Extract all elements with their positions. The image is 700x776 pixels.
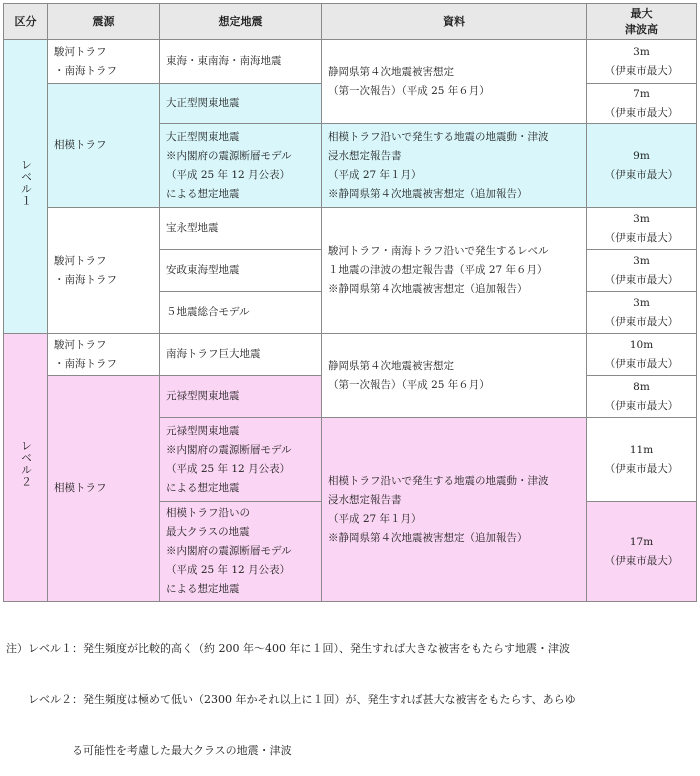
table-row bbox=[4, 208, 697, 250]
level-1-label: レベル１ bbox=[19, 159, 33, 207]
assumed-quake-cell: 元禄型関東地震 ※内閣府の震源断層モデル （平成 25 年 12 月公表） による想定地震 bbox=[160, 418, 322, 502]
source-cell: 相模トラフ bbox=[48, 84, 160, 208]
source-cell: 駿河トラフ ・南海トラフ bbox=[48, 40, 160, 84]
earthquake-table bbox=[3, 3, 697, 602]
tsunami-height-cell: 10m （伊東市最大） bbox=[587, 334, 697, 376]
header-assumed-quake: 想定地震 bbox=[160, 4, 322, 40]
footnotes bbox=[6, 606, 696, 776]
source-cell: 駿河トラフ ・南海トラフ bbox=[48, 334, 160, 376]
tsunami-height-cell: 3m （伊東市最大） bbox=[587, 40, 697, 84]
assumed-quake-cell: 安政東海型地震 bbox=[160, 250, 322, 292]
tsunami-height-cell: 11m （伊東市最大） bbox=[587, 418, 697, 502]
assumed-quake-cell: 大正型関東地震 ※内閣府の震源断層モデル （平成 25 年 12 月公表） による想定地震 bbox=[160, 124, 322, 208]
assumed-quake-cell: 大正型関東地震 bbox=[160, 84, 322, 124]
level-2-cell bbox=[4, 334, 48, 602]
tsunami-height-cell: 17m （伊東市最大） bbox=[587, 502, 697, 602]
footnote-level-2: レベル２：発生頻度は極めて低い（2300 年かそれ以上に１回）が、発生すれば甚大な被害をもたらす、あらゆ bbox=[6, 693, 576, 706]
footnote-level-2-cont: る可能性を考慮した最大クラスの地震・津波 bbox=[6, 744, 292, 757]
level-1-cell bbox=[4, 40, 48, 334]
source-cell: 相模トラフ bbox=[48, 376, 160, 602]
header-reference: 資料 bbox=[322, 4, 587, 40]
tsunami-height-cell: 3m （伊東市最大） bbox=[587, 250, 697, 292]
tsunami-height-cell: 7m （伊東市最大） bbox=[587, 84, 697, 124]
level-2-label: レベル２ bbox=[19, 440, 33, 488]
table-row bbox=[4, 334, 697, 376]
tsunami-height-cell: 3m （伊東市最大） bbox=[587, 292, 697, 334]
reference-cell: 静岡県第４次地震被害想定 （第一次報告）（平成 25 年６月） bbox=[322, 40, 587, 124]
assumed-quake-cell: 元禄型関東地震 bbox=[160, 376, 322, 418]
header-max-tsunami: 最大 津波高 bbox=[587, 4, 697, 40]
reference-cell: 静岡県第４次地震被害想定 （第一次報告）（平成 25 年６月） bbox=[322, 334, 587, 418]
tsunami-height-cell: 8m （伊東市最大） bbox=[587, 376, 697, 418]
tsunami-height-cell: 3m （伊東市最大） bbox=[587, 208, 697, 250]
assumed-quake-cell: 南海トラフ巨大地震 bbox=[160, 334, 322, 376]
assumed-quake-cell: 宝永型地震 bbox=[160, 208, 322, 250]
reference-cell: 駿河トラフ・南海トラフ沿いで発生するレベル １地震の津波の想定報告書（平成 27 年６月） ※静岡県第４次地震被害想定（追加報告） bbox=[322, 208, 587, 334]
header-row bbox=[4, 4, 697, 40]
tsunami-height-cell: 9m （伊東市最大） bbox=[587, 124, 697, 208]
assumed-quake-cell: 東海・東南海・南海地震 bbox=[160, 40, 322, 84]
header-source: 震源 bbox=[48, 4, 160, 40]
source-cell: 駿河トラフ ・南海トラフ bbox=[48, 208, 160, 334]
header-level: 区分 bbox=[4, 4, 48, 40]
reference-cell: 相模トラフ沿いで発生する地震の地震動・津波 浸水想定報告書 （平成 27 年１月） ※静岡県第４次地震被害想定（追加報告） bbox=[322, 418, 587, 602]
footnote-level-1: 注）レベル１：発生頻度が比較的高く（約 200 年～400 年に１回）、発生すれば大きな被害をもたらす地震・津波 bbox=[6, 642, 570, 655]
assumed-quake-cell: 相模トラフ沿いの 最大クラスの地震 ※内閣府の震源断層モデル （平成 25 年 12 月公表） による想定地震 bbox=[160, 502, 322, 602]
reference-cell: 相模トラフ沿いで発生する地震の地震動・津波 浸水想定報告書 （平成 27 年１月） ※静岡県第４次地震被害想定（追加報告） bbox=[322, 124, 587, 208]
assumed-quake-cell: ５地震総合モデル bbox=[160, 292, 322, 334]
table-row bbox=[4, 40, 697, 84]
